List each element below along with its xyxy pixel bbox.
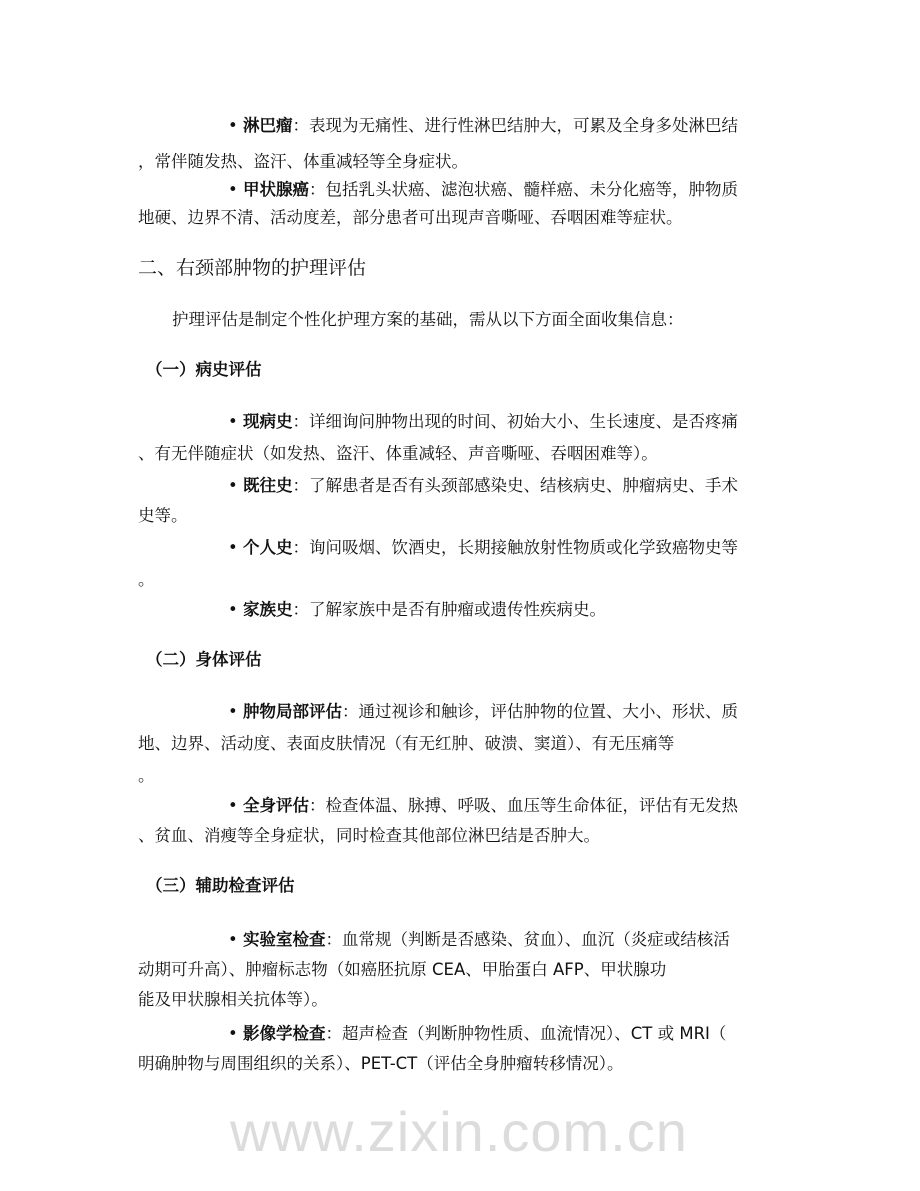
bullet-icon: • (228, 796, 238, 815)
list-item (228, 179, 738, 201)
list-item-continuation (138, 825, 600, 847)
list-item-continuation (138, 765, 155, 787)
item-text: 。 (138, 570, 155, 589)
bullet-icon: • (228, 538, 238, 557)
item-text: 、有无伴随症状（如发热、盗汗、体重减轻、声音嘶哑、吞咽困难等）。 (138, 444, 658, 463)
bullet-icon: • (228, 412, 238, 431)
item-label: 全身评估 (243, 796, 309, 815)
item-text: 能及甲状腺相关抗体等）。 (138, 990, 328, 1009)
list-item (228, 929, 730, 951)
list-item-continuation (138, 151, 468, 173)
item-text: ：详细询问肿物出现的时间、初始大小、生长速度、是否疼痛 (292, 412, 738, 431)
item-text: 。 (138, 766, 155, 785)
list-item-continuation (138, 959, 666, 981)
list-item (228, 115, 738, 137)
item-label: 实验室检查 (243, 930, 326, 949)
item-label: 淋巴瘤 (243, 116, 293, 135)
item-label: 个人史 (243, 538, 293, 557)
intro-paragraph: 护理评估是制定个性化护理方案的基础，需从以下方面全面收集信息： (172, 310, 684, 329)
subsection-title: （三）辅助检查评估 (146, 876, 295, 895)
item-text: 地、边界、活动度、表面皮肤情况（有无红肿、破溃、窦道）、有无压痛等 (138, 734, 675, 753)
list-item-continuation (138, 207, 683, 229)
item-text: 史等。 (138, 506, 188, 525)
item-text: ：包括乳头状癌、滤泡状癌、髓样癌、未分化癌等，肿物质 (309, 180, 738, 199)
item-text: ：询问吸烟、饮酒史，长期接触放射性物质或化学致癌物史等 (292, 538, 738, 557)
item-text: ：表现为无痛性、进行性淋巴结肿大，可累及全身多处淋巴结 (292, 116, 738, 135)
item-text: ：了解患者是否有头颈部感染史、结核病史、肿瘤病史、手术 (292, 476, 738, 495)
item-text: ：通过视诊和触诊，评估肿物的位置、大小、形状、质 (342, 702, 738, 721)
item-label: 现病史 (243, 412, 293, 431)
item-label: 肿物局部评估 (243, 702, 342, 721)
item-text: ：检查体温、脉搏、呼吸、血压等生命体征，评估有无发热 (309, 796, 738, 815)
list-item (228, 475, 738, 497)
list-item (228, 701, 738, 723)
list-item (228, 599, 606, 621)
item-label: 既往史 (243, 476, 293, 495)
item-text: ，常伴随发热、盗汗、体重减轻等全身症状。 (138, 152, 468, 171)
bullet-icon: • (228, 180, 238, 199)
list-item-continuation (138, 443, 658, 465)
list-item (228, 795, 738, 817)
bullet-icon: • (228, 1024, 238, 1043)
item-text: ：了解家族中是否有肿瘤或遗传性疾病史。 (292, 600, 606, 619)
list-item (228, 411, 738, 433)
bullet-icon: • (228, 600, 238, 619)
item-text: 地硬、边界不清、活动度差，部分患者可出现声音嘶哑、吞咽困难等症状。 (138, 208, 683, 227)
list-item-continuation (138, 989, 328, 1011)
subsection-title: （二）身体评估 (146, 650, 262, 669)
item-label: 家族史 (243, 600, 293, 619)
list-item-continuation (138, 1053, 624, 1075)
section-heading: 二、右颈部肿物的护理评估 (138, 257, 367, 279)
bullet-icon: • (228, 116, 238, 135)
item-text: 动期可升高）、肿瘤标志物（如癌胚抗原 CEA、甲胎蛋白 AFP、甲状腺功 (138, 960, 667, 979)
item-text: 明确肿物与周围组织的关系）、PET-CT（评估全身肿瘤转移情况）。 (138, 1054, 624, 1073)
bullet-icon: • (228, 930, 238, 949)
item-label: 影像学检查 (243, 1024, 326, 1043)
watermark: www.zixin.com.cn (230, 1100, 688, 1163)
subsection-title: （一）病史评估 (146, 360, 262, 379)
item-label: 甲状腺癌 (243, 180, 309, 199)
list-item (228, 537, 738, 559)
item-text: ：超声检查（判断肿物性质、血流情况）、CT 或 MRI（ (325, 1024, 727, 1043)
item-text: ：血常规（判断是否感染、贫血）、血沉（炎症或结核活 (325, 930, 730, 949)
list-item-continuation (138, 733, 674, 755)
list-item-continuation (138, 505, 188, 527)
item-text: 、贫血、消瘦等全身症状，同时检查其他部位淋巴结是否肿大。 (138, 826, 600, 845)
list-item-continuation (138, 569, 155, 591)
bullet-icon: • (228, 702, 238, 721)
list-item (228, 1023, 726, 1045)
bullet-icon: • (228, 476, 238, 495)
